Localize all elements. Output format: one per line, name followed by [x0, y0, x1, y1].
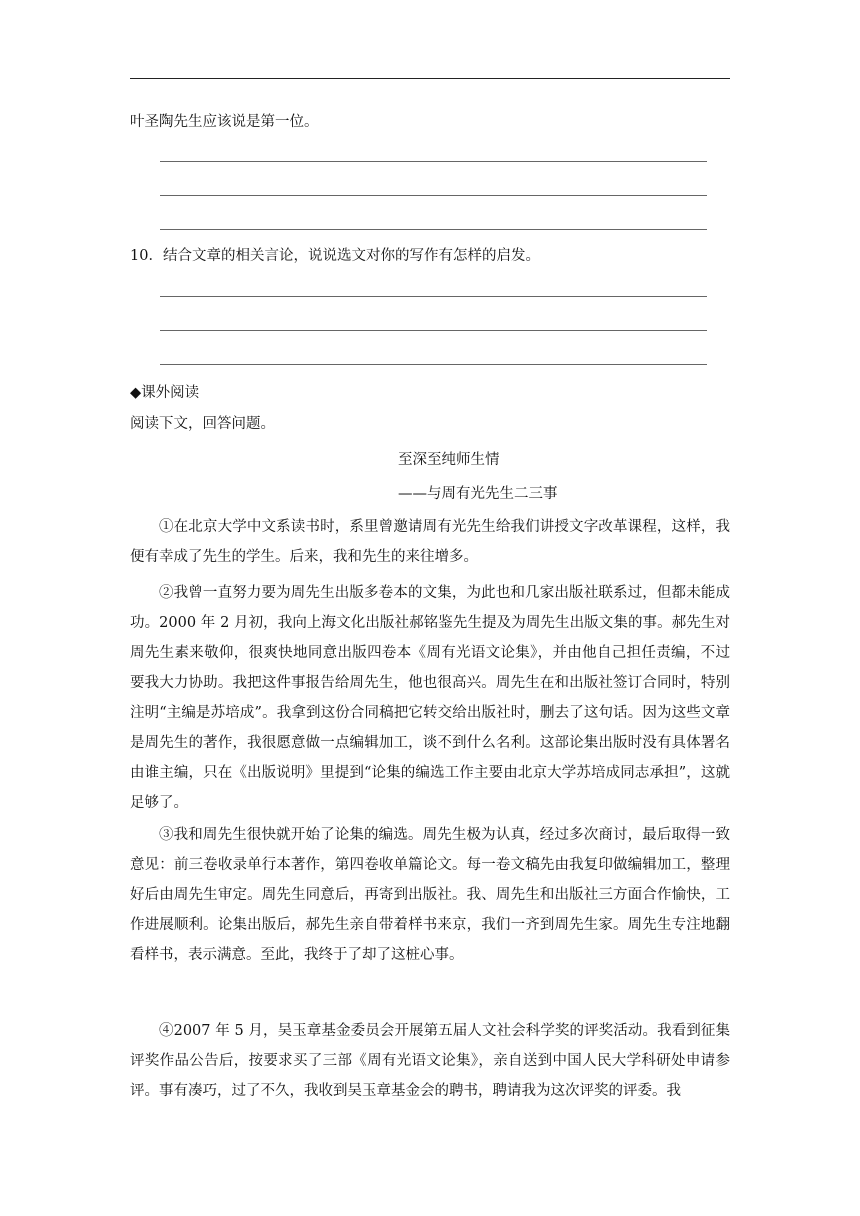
header-rule — [130, 78, 730, 79]
article-title: 至深至纯师生情 — [398, 452, 500, 468]
article-paragraph-3: ③我和周先生很快就开始了论集的编选。周先生极为认真，经过多次商讨，最后取得一致意见：前三卷收录单行本著作，第四卷收单篇论文。每一卷文稿先由我复印做编辑加工，整理好后由周先生审定。周先生同意后，再寄到出版社。我、周先生和出版社三方面合作愉快，工作进展顺利。论集出版后，郝先生亲自带着样书来京，我们一齐到周先生家。周先生专注地翻看样书，表示满意。至此，我终于了却了这桩心事。 — [130, 827, 730, 963]
article-paragraph-4: ④2007 年 5 月，吴玉章基金委员会开展第五届人文社会科学奖的评奖活动。我看到征集评奖作品公告后，按要求买了三部《周有光语文论集》，亲自送到中国人民大学科研处申请参评。事有凑巧，过了不久，我收到吴玉章基金会的聘书，聘请我为这次评奖的评委。我 — [130, 1023, 730, 1099]
answer-line[interactable] — [160, 364, 707, 365]
article-paragraph-1: ①在北京大学中文系读书时，系里曾邀请周有光先生给我们讲授文字改革课程，这样，我便有幸成了先生的学生。后来，我和先生的来往增多。 — [130, 519, 730, 565]
answer-line[interactable] — [160, 330, 707, 331]
answer-line[interactable] — [160, 195, 707, 196]
question-10: 10．结合文章的相关言论，说说选文对你的写作有怎样的启发。 — [130, 248, 540, 264]
answer-line[interactable] — [160, 161, 707, 162]
section-heading: ◆课外阅读 — [130, 385, 200, 401]
answer-line[interactable] — [160, 229, 707, 230]
answer-line[interactable] — [160, 296, 707, 297]
article-subtitle: ——与周有光先生二三事 — [398, 486, 558, 502]
article-paragraph-2: ②我曾一直努力要为周先生出版多卷本的文集，为此也和几家出版社联系过，但都未能成功。2000 年 2 月初，我向上海文化出版社郝铭鉴先生提及为周先生出版文集的事。郝先生对周先生素来敬仰，很爽快地同意出版四卷本《周有光语文论集》，并由他自己担任责编，不过要我大力协助。我把这件事报告给周先生，他也很高兴。周先生在和出版社签订合同时，特别注明“主编是苏培成”。我拿到这份合同稿把它转交给出版社时，删去了这句话。因为这些文章是周先生的著作，我很愿意做一点编辑加工，谈不到什么名利。这部论集出版时没有具体署名由谁主编，只在《出版说明》里提到“论集的编选工作主要由北京大学苏培成同志承担”，这就足够了。 — [130, 585, 730, 811]
instruction: 阅读下文，回答问题。 — [130, 416, 275, 432]
q9-answer-tail: 叶圣陶先生应该说是第一位。 — [130, 114, 319, 130]
